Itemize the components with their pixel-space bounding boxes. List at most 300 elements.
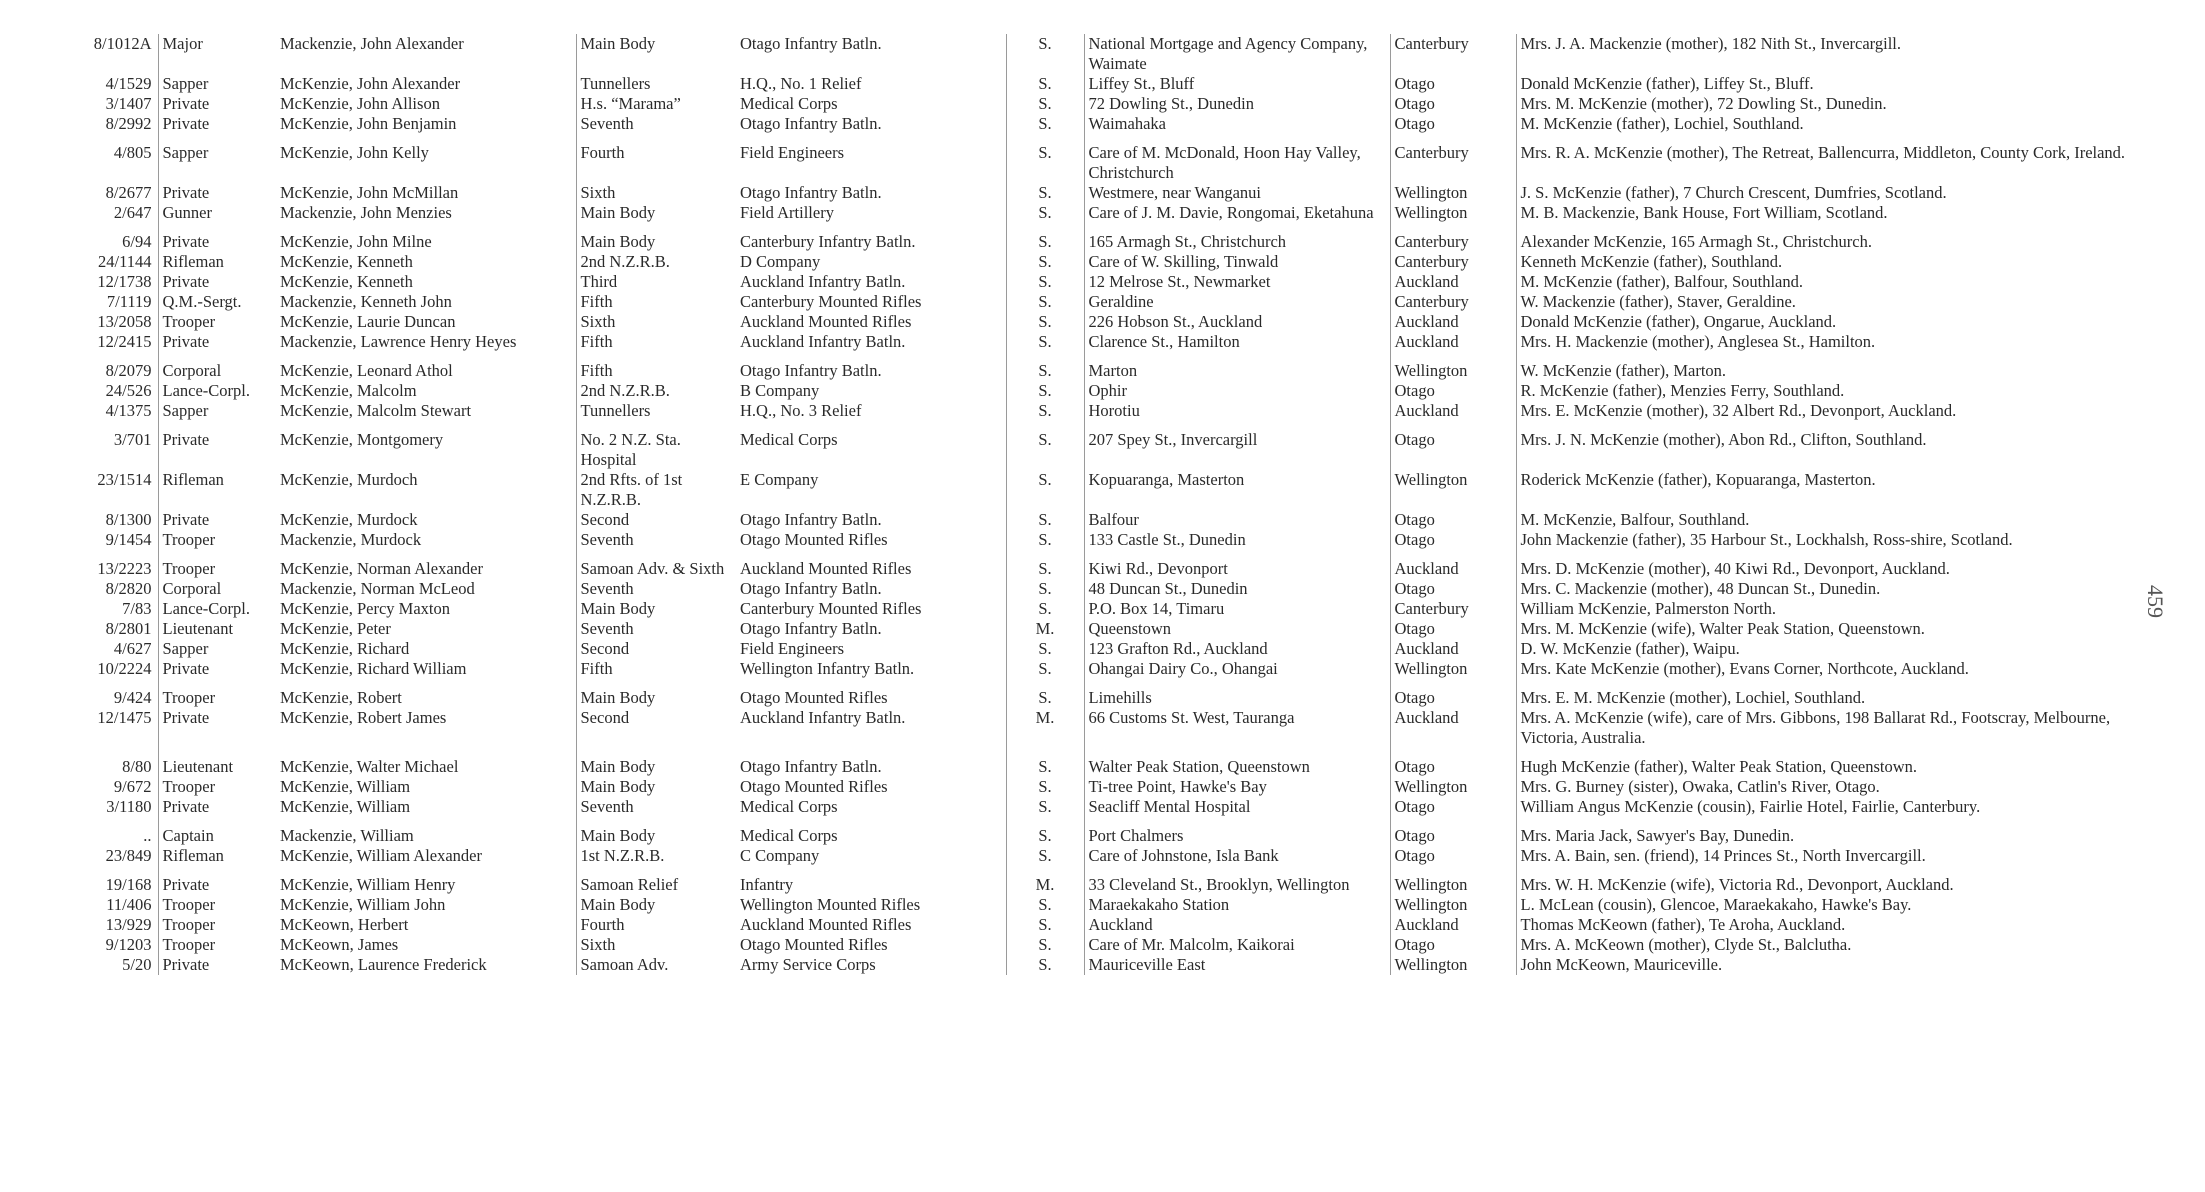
unit-cell: Field Engineers [736, 134, 1006, 183]
last-address-cell: National Mortgage and Agency Company, Waimate [1084, 34, 1390, 74]
unit-cell: H.Q., No. 1 Relief [736, 74, 1006, 94]
service-number-cell: 23/849 [70, 846, 158, 866]
embarkation-cell: Main Body [580, 34, 656, 53]
rank-cell: Private [162, 430, 210, 449]
marital-status-cell: S. [1006, 915, 1084, 935]
region-cell: Wellington [1390, 955, 1516, 975]
table-row [70, 866, 2150, 895]
marital-status-cell: S. [1006, 817, 1084, 846]
unit-cell: Otago Infantry Batln. [736, 352, 1006, 381]
service-number-cell: 2/647 [70, 203, 158, 223]
marital-status-cell: S. [1006, 183, 1084, 203]
region-cell: Canterbury [1390, 252, 1516, 272]
table-row [70, 915, 2150, 935]
rank-cell: Private [162, 510, 210, 529]
unit-cell: C Company [736, 846, 1006, 866]
service-number-cell: .. [70, 817, 158, 846]
soldier-name-cell: McKenzie, Laurie Duncan [276, 312, 576, 332]
soldier-name-cell: McKenzie, Murdock [276, 510, 576, 530]
table-row [70, 708, 2150, 748]
service-number-cell: 19/168 [70, 866, 158, 895]
unit-cell: Otago Infantry Batln. [736, 748, 1006, 777]
unit-cell: B Company [736, 381, 1006, 401]
last-address-cell: Marton [1084, 352, 1390, 381]
next-of-kin-cell: Mrs. M. McKenzie (mother), 72 Dowling St., Dunedin. [1520, 94, 1887, 113]
last-address-cell: 165 Armagh St., Christchurch [1084, 223, 1390, 252]
table-row [70, 748, 2150, 777]
embarkation-cell: Main Body [580, 777, 656, 796]
service-number-cell: 10/2224 [70, 659, 158, 679]
last-address-cell: Kiwi Rd., Devonport [1084, 550, 1390, 579]
service-number-cell: 9/424 [70, 679, 158, 708]
marital-status-cell: S. [1006, 34, 1084, 74]
marital-status-cell: S. [1006, 332, 1084, 352]
last-address-cell: 207 Spey St., Invercargill [1084, 421, 1390, 470]
next-of-kin-cell: Roderick McKenzie (father), Kopuaranga, Masterton. [1520, 470, 1876, 489]
unit-cell: Army Service Corps [736, 955, 1006, 975]
table-row [70, 817, 2150, 846]
next-of-kin-cell: William McKenzie, Palmerston North. [1520, 599, 1776, 618]
marital-status-cell: S. [1006, 252, 1084, 272]
unit-cell: E Company [736, 470, 1006, 510]
next-of-kin-cell: M. McKenzie (father), Lochiel, Southland. [1520, 114, 1804, 133]
service-number-cell: 13/2058 [70, 312, 158, 332]
table-row [70, 797, 2150, 817]
rank-cell: Private [162, 955, 210, 974]
embarkation-cell: Fifth [580, 292, 613, 311]
rank-cell: Major [162, 34, 203, 53]
soldier-name-cell: McKenzie, Robert [276, 679, 576, 708]
marital-status-cell: S. [1006, 292, 1084, 312]
next-of-kin-cell: Mrs. E. McKenzie (mother), 32 Albert Rd., Devonport, Auckland. [1520, 401, 1957, 420]
region-cell: Canterbury [1390, 134, 1516, 183]
service-number-cell: 13/2223 [70, 550, 158, 579]
next-of-kin-cell: Mrs. A. McKenzie (wife), care of Mrs. Gibbons, 198 Ballarat Rd., Footscray, Melbourne, Victoria, Australia. [1520, 708, 2111, 747]
last-address-cell: 123 Grafton Rd., Auckland [1084, 639, 1390, 659]
soldier-name-cell: Mackenzie, John Alexander [276, 34, 576, 74]
rank-cell: Rifleman [162, 252, 224, 271]
table-row [70, 895, 2150, 915]
embarkation-cell: Samoan Relief [580, 875, 679, 894]
soldier-name-cell: McKeown, Herbert [276, 915, 576, 935]
last-address-cell: Care of M. McDonald, Hoon Hay Valley, Christchurch [1084, 134, 1390, 183]
service-number-cell: 8/1300 [70, 510, 158, 530]
marital-status-cell: S. [1006, 797, 1084, 817]
table-row [70, 223, 2150, 252]
next-of-kin-cell: Mrs. D. McKenzie (mother), 40 Kiwi Rd., Devonport, Auckland. [1520, 559, 1950, 578]
last-address-cell: Maraekakaho Station [1084, 895, 1390, 915]
embarkation-cell: Main Body [580, 232, 656, 251]
region-cell: Otago [1390, 935, 1516, 955]
soldier-name-cell: McKenzie, Leonard Athol [276, 352, 576, 381]
table-row [70, 292, 2150, 312]
soldier-name-cell: McKenzie, Richard [276, 639, 576, 659]
roll-body [70, 34, 2150, 975]
service-number-cell: 8/2079 [70, 352, 158, 381]
soldier-name-cell: McKenzie, William John [276, 895, 576, 915]
embarkation-cell: Samoan Adv. [580, 955, 669, 974]
table-row [70, 550, 2150, 579]
region-cell: Otago [1390, 421, 1516, 470]
table-row [70, 34, 2150, 74]
region-cell: Otago [1390, 797, 1516, 817]
marital-status-cell: S. [1006, 659, 1084, 679]
rank-cell: Private [162, 708, 210, 727]
service-number-cell: 3/1180 [70, 797, 158, 817]
unit-cell: D Company [736, 252, 1006, 272]
table-row [70, 935, 2150, 955]
next-of-kin-cell: Mrs. H. Mackenzie (mother), Anglesea St., Hamilton. [1520, 332, 1876, 351]
last-address-cell: Care of W. Skilling, Tinwald [1084, 252, 1390, 272]
unit-cell: Otago Infantry Batln. [736, 619, 1006, 639]
marital-status-cell: S. [1006, 846, 1084, 866]
service-number-cell: 7/1119 [70, 292, 158, 312]
table-row [70, 332, 2150, 352]
unit-cell: Otago Infantry Batln. [736, 114, 1006, 134]
table-row [70, 599, 2150, 619]
last-address-cell: 12 Melrose St., Newmarket [1084, 272, 1390, 292]
service-number-cell: 8/80 [70, 748, 158, 777]
rank-cell: Trooper [162, 777, 216, 796]
unit-cell: Medical Corps [736, 94, 1006, 114]
region-cell: Otago [1390, 846, 1516, 866]
table-row [70, 619, 2150, 639]
rank-cell: Trooper [162, 915, 216, 934]
next-of-kin-cell: Donald McKenzie (father), Liffey St., Bluff. [1520, 74, 1814, 93]
embarkation-cell: Tunnellers [580, 74, 651, 93]
last-address-cell: Geraldine [1084, 292, 1390, 312]
table-row [70, 114, 2150, 134]
next-of-kin-cell: J. S. McKenzie (father), 7 Church Crescent, Dumfries, Scotland. [1520, 183, 1947, 202]
soldier-name-cell: Mackenzie, Murdock [276, 530, 576, 550]
region-cell: Otago [1390, 619, 1516, 639]
service-number-cell: 4/627 [70, 639, 158, 659]
rank-cell: Sapper [162, 143, 209, 162]
unit-cell: Auckland Mounted Rifles [736, 915, 1006, 935]
unit-cell: Otago Infantry Batln. [736, 510, 1006, 530]
embarkation-cell: Main Body [580, 599, 656, 618]
marital-status-cell: S. [1006, 510, 1084, 530]
embarkation-cell: 2nd N.Z.R.B. [580, 252, 670, 271]
rank-cell: Captain [162, 826, 214, 845]
table-row [70, 134, 2150, 183]
soldier-name-cell: McKenzie, John Alexander [276, 74, 576, 94]
region-cell: Otago [1390, 510, 1516, 530]
region-cell: Auckland [1390, 312, 1516, 332]
soldier-name-cell: McKenzie, Malcolm Stewart [276, 401, 576, 421]
service-number-cell: 8/2820 [70, 579, 158, 599]
next-of-kin-cell: Mrs. E. M. McKenzie (mother), Lochiel, Southland. [1520, 688, 1866, 707]
unit-cell: Field Engineers [736, 639, 1006, 659]
soldier-name-cell: McKenzie, John Kelly [276, 134, 576, 183]
embarkation-cell: Samoan Adv. & Sixth [580, 559, 725, 578]
next-of-kin-cell: Hugh McKenzie (father), Walter Peak Station, Queenstown. [1520, 757, 1918, 776]
unit-cell: Auckland Mounted Rifles [736, 312, 1006, 332]
unit-cell: Otago Mounted Rifles [736, 679, 1006, 708]
next-of-kin-cell: Mrs. A. McKeown (mother), Clyde St., Balclutha. [1520, 935, 1852, 954]
table-row [70, 203, 2150, 223]
rank-cell: Private [162, 114, 210, 133]
embarkation-cell: Tunnellers [580, 401, 651, 420]
marital-status-cell: S. [1006, 352, 1084, 381]
service-number-cell: 24/1144 [70, 252, 158, 272]
soldier-name-cell: McKenzie, John McMillan [276, 183, 576, 203]
last-address-cell: 66 Customs St. West, Tauranga [1084, 708, 1390, 748]
last-address-cell: 226 Hobson St., Auckland [1084, 312, 1390, 332]
embarkation-cell: Sixth [580, 935, 616, 954]
embarkation-cell: 2nd N.Z.R.B. [580, 381, 670, 400]
soldier-name-cell: Mackenzie, John Menzies [276, 203, 576, 223]
unit-cell: Medical Corps [736, 421, 1006, 470]
region-cell: Wellington [1390, 352, 1516, 381]
marital-status-cell: S. [1006, 470, 1084, 510]
soldier-name-cell: McKenzie, William Henry [276, 866, 576, 895]
last-address-cell: Westmere, near Wanganui [1084, 183, 1390, 203]
marital-status-cell: S. [1006, 955, 1084, 975]
embarkation-cell: Fifth [580, 332, 613, 351]
region-cell: Wellington [1390, 866, 1516, 895]
region-cell: Otago [1390, 74, 1516, 94]
rank-cell: Gunner [162, 203, 212, 222]
soldier-name-cell: McKeown, Laurence Frederick [276, 955, 576, 975]
next-of-kin-cell: W. Mackenzie (father), Staver, Geraldine. [1520, 292, 1796, 311]
region-cell: Otago [1390, 817, 1516, 846]
service-number-cell: 11/406 [70, 895, 158, 915]
next-of-kin-cell: L. McLean (cousin), Glencoe, Maraekakaho, Hawke's Bay. [1520, 895, 1912, 914]
unit-cell: H.Q., No. 3 Relief [736, 401, 1006, 421]
region-cell: Canterbury [1390, 599, 1516, 619]
marital-status-cell: S. [1006, 748, 1084, 777]
last-address-cell: Kopuaranga, Masterton [1084, 470, 1390, 510]
rank-cell: Sapper [162, 401, 209, 420]
service-number-cell: 8/2801 [70, 619, 158, 639]
table-row [70, 312, 2150, 332]
soldier-name-cell: McKenzie, Kenneth [276, 272, 576, 292]
unit-cell: Field Artillery [736, 203, 1006, 223]
unit-cell: Auckland Infantry Batln. [736, 708, 1006, 748]
embarkation-cell: Seventh [580, 619, 634, 638]
embarkation-cell: Main Body [580, 895, 656, 914]
marital-status-cell: M. [1006, 866, 1084, 895]
last-address-cell: Seacliff Mental Hospital [1084, 797, 1390, 817]
rank-cell: Lieutenant [162, 619, 234, 638]
region-cell: Auckland [1390, 401, 1516, 421]
service-number-cell: 12/1475 [70, 708, 158, 748]
soldier-name-cell: McKenzie, Peter [276, 619, 576, 639]
region-cell: Wellington [1390, 895, 1516, 915]
embarkation-cell: Seventh [580, 114, 634, 133]
rank-cell: Trooper [162, 530, 216, 549]
rank-cell: Rifleman [162, 846, 224, 865]
marital-status-cell: S. [1006, 203, 1084, 223]
marital-status-cell: M. [1006, 619, 1084, 639]
soldier-name-cell: McKenzie, Murdoch [276, 470, 576, 510]
marital-status-cell: S. [1006, 639, 1084, 659]
next-of-kin-cell: Mrs. J. A. Mackenzie (mother), 182 Nith St., Invercargill. [1520, 34, 1901, 53]
rank-cell: Trooper [162, 895, 216, 914]
last-address-cell: Walter Peak Station, Queenstown [1084, 748, 1390, 777]
region-cell: Auckland [1390, 639, 1516, 659]
table-row [70, 421, 2150, 470]
region-cell: Auckland [1390, 915, 1516, 935]
unit-cell: Canterbury Mounted Rifles [736, 292, 1006, 312]
table-row [70, 94, 2150, 114]
unit-cell: Infantry [736, 866, 1006, 895]
last-address-cell: Ti-tree Point, Hawke's Bay [1084, 777, 1390, 797]
soldier-name-cell: McKenzie, Robert James [276, 708, 576, 748]
marital-status-cell: S. [1006, 679, 1084, 708]
region-cell: Auckland [1390, 272, 1516, 292]
marital-status-cell: S. [1006, 599, 1084, 619]
rank-cell: Sapper [162, 74, 209, 93]
embarkation-cell: Main Body [580, 757, 656, 776]
region-cell: Canterbury [1390, 34, 1516, 74]
embarkation-cell: Fifth [580, 659, 613, 678]
embarkation-cell: Main Body [580, 826, 656, 845]
marital-status-cell: S. [1006, 272, 1084, 292]
embarkation-cell: 1st N.Z.R.B. [580, 846, 665, 865]
service-number-cell: 4/1529 [70, 74, 158, 94]
last-address-cell: Care of Mr. Malcolm, Kaikorai [1084, 935, 1390, 955]
soldier-name-cell: Mackenzie, Lawrence Henry Heyes [276, 332, 576, 352]
soldier-name-cell: McKenzie, John Allison [276, 94, 576, 114]
embarkation-cell: Sixth [580, 183, 616, 202]
soldier-name-cell: McKenzie, John Benjamin [276, 114, 576, 134]
service-number-cell: 4/805 [70, 134, 158, 183]
next-of-kin-cell: D. W. McKenzie (father), Waipu. [1520, 639, 1740, 658]
embarkation-cell: Seventh [580, 579, 634, 598]
embarkation-cell: Seventh [580, 797, 634, 816]
soldier-name-cell: McKenzie, Norman Alexander [276, 550, 576, 579]
next-of-kin-cell: M. McKenzie (father), Balfour, Southland. [1520, 272, 1804, 291]
unit-cell: Canterbury Mounted Rifles [736, 599, 1006, 619]
table-row [70, 510, 2150, 530]
marital-status-cell: S. [1006, 935, 1084, 955]
marital-status-cell: S. [1006, 530, 1084, 550]
last-address-cell: Port Chalmers [1084, 817, 1390, 846]
service-number-cell: 3/701 [70, 421, 158, 470]
rank-cell: Lance-Corpl. [162, 599, 251, 618]
rank-cell: Private [162, 272, 210, 291]
table-row [70, 272, 2150, 292]
soldier-name-cell: McKenzie, Richard William [276, 659, 576, 679]
table-row [70, 639, 2150, 659]
unit-cell: Otago Infantry Batln. [736, 34, 1006, 74]
rank-cell: Private [162, 797, 210, 816]
marital-status-cell: S. [1006, 114, 1084, 134]
rank-cell: Lieutenant [162, 757, 234, 776]
next-of-kin-cell: Kenneth McKenzie (father), Southland. [1520, 252, 1783, 271]
rank-cell: Trooper [162, 559, 216, 578]
last-address-cell: Horotiu [1084, 401, 1390, 421]
region-cell: Wellington [1390, 183, 1516, 203]
last-address-cell: Queenstown [1084, 619, 1390, 639]
table-row [70, 183, 2150, 203]
unit-cell: Wellington Mounted Rifles [736, 895, 1006, 915]
table-row [70, 955, 2150, 975]
next-of-kin-cell: W. McKenzie (father), Marton. [1520, 361, 1727, 380]
last-address-cell: Care of Johnstone, Isla Bank [1084, 846, 1390, 866]
embarkation-cell: Sixth [580, 312, 616, 331]
table-row [70, 659, 2150, 679]
marital-status-cell: S. [1006, 895, 1084, 915]
marital-status-cell: S. [1006, 777, 1084, 797]
region-cell: Canterbury [1390, 292, 1516, 312]
table-row [70, 679, 2150, 708]
unit-cell: Medical Corps [736, 797, 1006, 817]
next-of-kin-cell: Thomas McKeown (father), Te Aroha, Auckland. [1520, 915, 1846, 934]
rank-cell: Private [162, 183, 210, 202]
marital-status-cell: S. [1006, 381, 1084, 401]
service-number-cell: 8/1012A [70, 34, 158, 74]
last-address-cell: 133 Castle St., Dunedin [1084, 530, 1390, 550]
rank-cell: Corporal [162, 579, 222, 598]
rank-cell: Private [162, 659, 210, 678]
region-cell: Otago [1390, 114, 1516, 134]
unit-cell: Otago Infantry Batln. [736, 579, 1006, 599]
soldier-name-cell: McKenzie, Montgomery [276, 421, 576, 470]
service-number-cell: 6/94 [70, 223, 158, 252]
region-cell: Auckland [1390, 550, 1516, 579]
embarkation-cell: Second [580, 708, 630, 727]
region-cell: Wellington [1390, 203, 1516, 223]
last-address-cell: Mauriceville East [1084, 955, 1390, 975]
table-row [70, 530, 2150, 550]
next-of-kin-cell: Mrs. C. Mackenzie (mother), 48 Duncan St., Dunedin. [1520, 579, 1881, 598]
next-of-kin-cell: Mrs. G. Burney (sister), Owaka, Catlin's River, Otago. [1520, 777, 1880, 796]
region-cell: Otago [1390, 381, 1516, 401]
next-of-kin-cell: John McKeown, Mauriceville. [1520, 955, 1723, 974]
rank-cell: Trooper [162, 688, 216, 707]
last-address-cell: Care of J. M. Davie, Rongomai, Eketahuna [1084, 203, 1390, 223]
service-number-cell: 5/20 [70, 955, 158, 975]
unit-cell: Auckland Infantry Batln. [736, 272, 1006, 292]
table-row [70, 846, 2150, 866]
region-cell: Wellington [1390, 470, 1516, 510]
soldier-name-cell: McKeown, James [276, 935, 576, 955]
rank-cell: Lance-Corpl. [162, 381, 251, 400]
next-of-kin-cell: Mrs. J. N. McKenzie (mother), Abon Rd., Clifton, Southland. [1520, 430, 1927, 449]
rank-cell: Sapper [162, 639, 209, 658]
unit-cell: Otago Mounted Rifles [736, 935, 1006, 955]
next-of-kin-cell: Mrs. Maria Jack, Sawyer's Bay, Dunedin. [1520, 826, 1795, 845]
next-of-kin-cell: Alexander McKenzie, 165 Armagh St., Christchurch. [1520, 232, 1872, 251]
last-address-cell: 48 Duncan St., Dunedin [1084, 579, 1390, 599]
region-cell: Auckland [1390, 332, 1516, 352]
last-address-cell: Ohangai Dairy Co., Ohangai [1084, 659, 1390, 679]
embarkation-cell: Second [580, 510, 630, 529]
last-address-cell: Liffey St., Bluff [1084, 74, 1390, 94]
embarkation-cell: Third [580, 272, 618, 291]
next-of-kin-cell: Mrs. M. McKenzie (wife), Walter Peak Station, Queenstown. [1520, 619, 1925, 638]
rank-cell: Rifleman [162, 470, 224, 489]
service-number-cell: 9/672 [70, 777, 158, 797]
unit-cell: Otago Infantry Batln. [736, 183, 1006, 203]
rank-cell: Q.M.-Sergt. [162, 292, 242, 311]
service-number-cell: 4/1375 [70, 401, 158, 421]
next-of-kin-cell: M. McKenzie, Balfour, Southland. [1520, 510, 1750, 529]
next-of-kin-cell: Mrs. A. Bain, sen. (friend), 14 Princes St., North Invercargill. [1520, 846, 1926, 865]
region-cell: Otago [1390, 579, 1516, 599]
service-number-cell: 12/2415 [70, 332, 158, 352]
region-cell: Auckland [1390, 708, 1516, 748]
rank-cell: Private [162, 332, 210, 351]
last-address-cell: Waimahaka [1084, 114, 1390, 134]
embarkation-cell: Fourth [580, 915, 625, 934]
next-of-kin-cell: R. McKenzie (father), Menzies Ferry, Southland. [1520, 381, 1845, 400]
unit-cell: Otago Mounted Rifles [736, 530, 1006, 550]
rank-cell: Corporal [162, 361, 222, 380]
